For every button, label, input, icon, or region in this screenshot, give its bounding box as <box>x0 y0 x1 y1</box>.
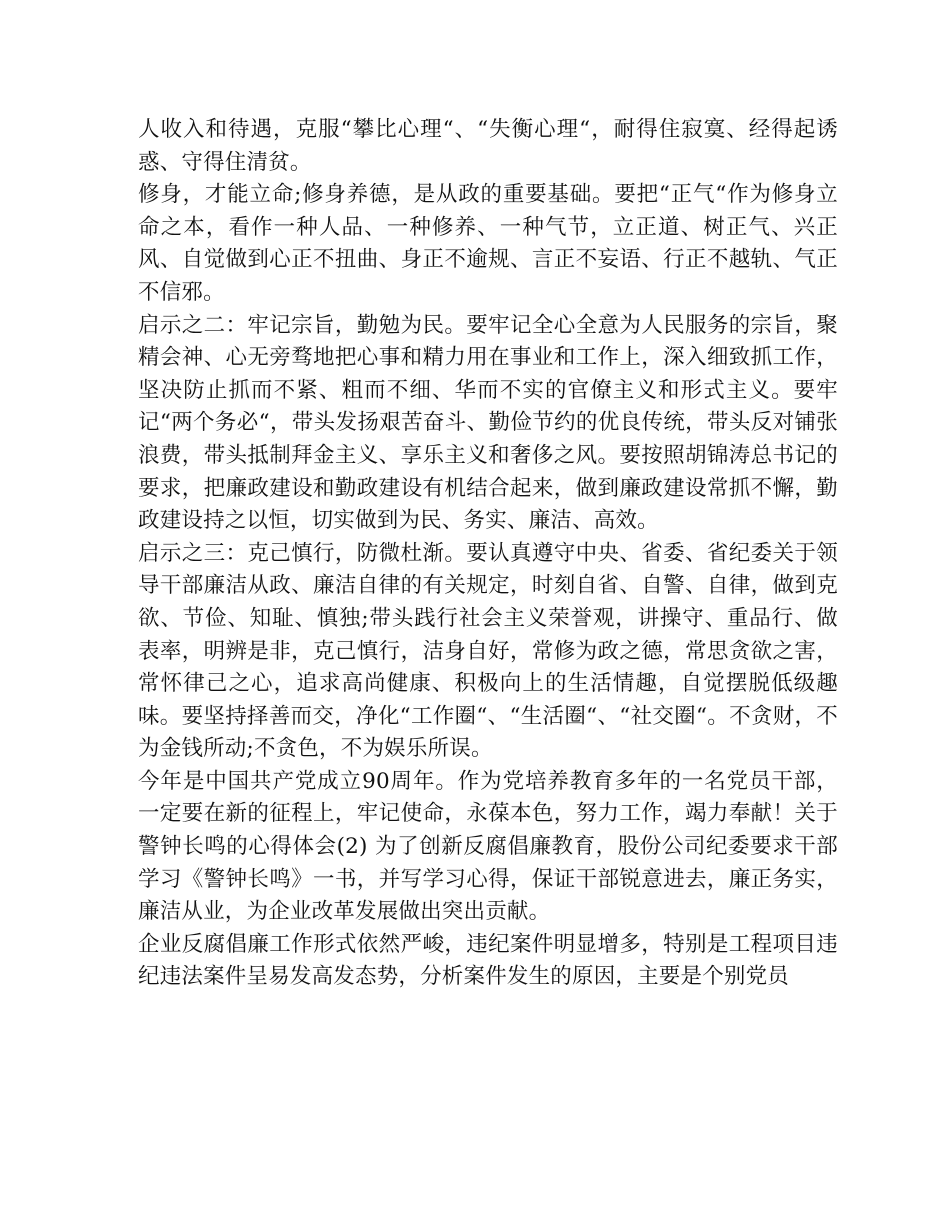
paragraph-2: 修身，才能立命;修身养德，是从政的重要基础。要把“正气“作为修身立命之本，看作一种人品、一种修养、一种气节，立正道、树正气、兴正风、自觉做到心正不扭曲、身正不逾规、言正不妄语、行正不越轨、气正不信邪。 <box>138 182 838 305</box>
paragraph-6: 企业反腐倡廉工作形式依然严峻，违纪案件明显增多，特别是工程项目违纪违法案件呈易发高发态势，分析案件发生的原因，主要是个别党员 <box>138 931 838 990</box>
document-body <box>138 114 838 994</box>
paragraph-4: 启示之三：克己慎行，防微杜渐。要认真遵守中央、省委、省纪委关于领导干部廉洁从政、廉洁自律的有关规定，时刻自省、自警、自律，做到克欲、节俭、知耻、慎独;带头践行社会主义荣誉观，讲操守、重品行、做表率，明辨是非，克己慎行，洁身自好，常修为政之德，常思贪欲之害，常怀律己之心，追求高尚健康、积极向上的生活情趣，自觉摆脱低级趣味。要坚持择善而交，净化“工作圈“、“生活圈“、“社交圈“。不贪财，不为金钱所动;不贪色，不为娱乐所误。 <box>138 540 838 762</box>
paragraph-1: 人收入和待遇，克服“攀比心理“、“失衡心理“，耐得住寂寞、经得起诱惑、守得住清贫。 <box>138 117 838 175</box>
paragraph-3: 启示之二：牢记宗旨，勤勉为民。要牢记全心全意为人民服务的宗旨，聚精会神、心无旁骛地把心事和精力用在事业和工作上，深入细致抓工作，坚决防止抓而不紧、粗而不细、华而不实的官僚主义和形式主义。要牢记“两个务必“，带头发扬艰苦奋斗、勤俭节约的优良传统，带头反对铺张浪费，带头抵制拜金主义、享乐主义和奢侈之风。要按照胡锦涛总书记的要求，把廉政建设和勤政建设有机结合起来，做到廉政建设常抓不懈，勤政建设持之以恒，切实做到为民、务实、廉洁、高效。 <box>138 312 838 534</box>
paragraph-5: 今年是中国共产党成立90周年。作为党培养教育多年的一名党员干部，一定要在新的征程上，牢记使命，永葆本色，努力工作，竭力奉献！关于警钟长鸣的心得体会(2) 为了创新反腐倡廉教育，股份公司纪委要求干部学习《警钟长鸣》一书，并写学习心得，保证干部锐意进去，廉正务实，廉洁从业，为企业改革发展做出突出贡献。 <box>138 768 838 925</box>
